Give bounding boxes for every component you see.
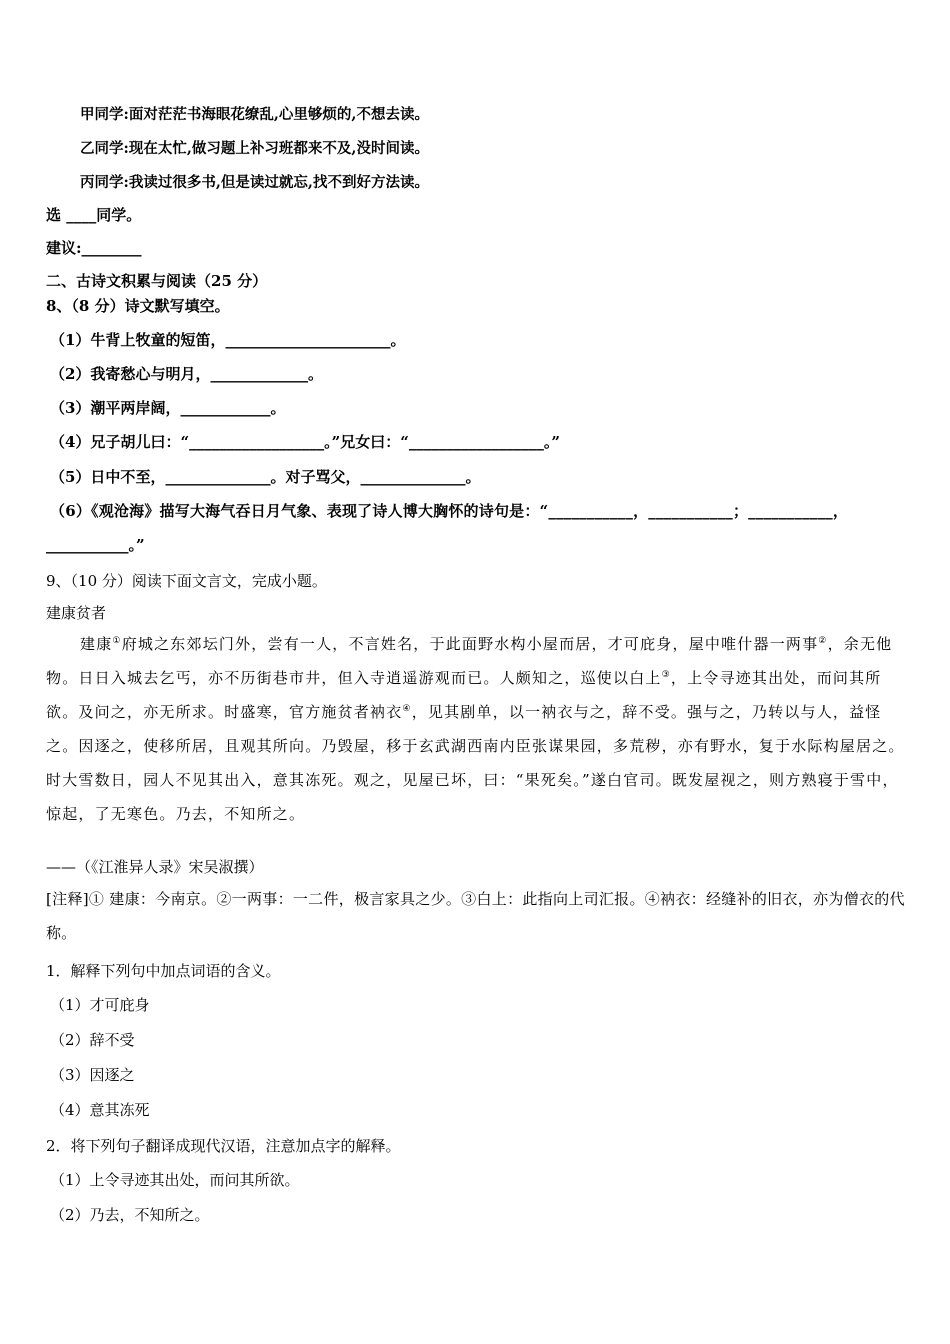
q8-item: （2）我寄愁心与明月，_____________。 xyxy=(50,365,323,383)
q8-item: （5）日中不至，______________。对子骂父，______________。 xyxy=(50,468,481,486)
choose-line: 选 ____同学。 xyxy=(46,206,142,224)
q8-item: （4）兄子胡儿曰：“__________________。”兄女曰：“__________________。” xyxy=(50,433,560,451)
sub1-item: （2）辞不受 xyxy=(50,1031,135,1049)
q8-header: 8、（8 分）诗文默写填空。 xyxy=(46,297,230,315)
sub2-item: （1）上令寻迹其出处，而问其所欲。 xyxy=(50,1171,300,1189)
section-heading: 二、古诗文积累与阅读（25 分） xyxy=(46,272,268,290)
suggestion-line: 建议:________ xyxy=(46,239,142,257)
option-jia: 甲同学:面对茫茫书海眼花缭乱,心里够烦的,不想去读。 xyxy=(80,106,429,123)
option-bing: 丙同学:我读过很多书,但是读过就忘,找不到好方法读。 xyxy=(80,174,429,191)
q8-item: （3）潮平两岸阔，____________。 xyxy=(50,399,286,417)
q8-item: （6）《观沧海》描写大海气吞日月气象、表现了诗人博大胸怀的诗句是：“___________，___________；___________， xyxy=(50,502,849,520)
passage-source: ——（《江淮异人录》宋吴淑撰） xyxy=(46,858,264,876)
sub1-header: 1．解释下列句中加点词语的含义。 xyxy=(46,962,281,980)
q9-header: 9、（10 分）阅读下面文言文，完成小题。 xyxy=(46,572,327,590)
passage-title: 建康贫者 xyxy=(46,604,107,622)
sub1-item: （1）才可庇身 xyxy=(50,996,150,1014)
sub2-header: 2．将下列句子翻译成现代汉语，注意加点字的解释。 xyxy=(46,1137,401,1155)
q8-item: ___________。” xyxy=(46,536,145,554)
option-yi: 乙同学:现在太忙,做习题上补习班都来不及,没时间读。 xyxy=(80,140,429,157)
passage-notes: [注释]① 建康：今南京。②一两事：一二件，极言家具之少。③白上：此指向上司汇报。④衲衣：经缝补的旧衣，亦为僧衣的代称。 xyxy=(46,890,905,942)
sub1-item: （4）意其冻死 xyxy=(50,1101,150,1119)
q8-item: （1）牛背上牧童的短笛，______________________。 xyxy=(50,331,406,349)
sub1-item: （3）因逐之 xyxy=(50,1066,135,1084)
passage-text: 建康①府城之东郊坛门外，尝有一人，不言姓名，于此面野水构小屋而居，才可庇身，屋中唯什器一两事②，余无他物。日日入城去乞丐，亦不历街巷市井，但入寺逍遥游观而已。人颇知之，巡使以白上③，上令寻迹其出处，而问其所欲。及问之，亦无所求。时盛寒，官方施贫者衲衣④，见其剧单，以一衲衣与之，辞不受。强与之，乃转以与人，益怪之。因逐之，使移所居，且观其所向。乃毁屋，移于玄武湖西南内臣张谋果园，多荒秽，亦有野水，复于水际构屋居之。时大雪数日，园人不见其出入，意其冻死。观之，见屋已坏，曰：“果死矣。”遂白官司。既发屋视之，则方熟寝于雪中，惊起，了无寒色。乃去，不知所之。 xyxy=(46,635,905,823)
sub2-item: （2）乃去，不知所之。 xyxy=(50,1206,210,1224)
